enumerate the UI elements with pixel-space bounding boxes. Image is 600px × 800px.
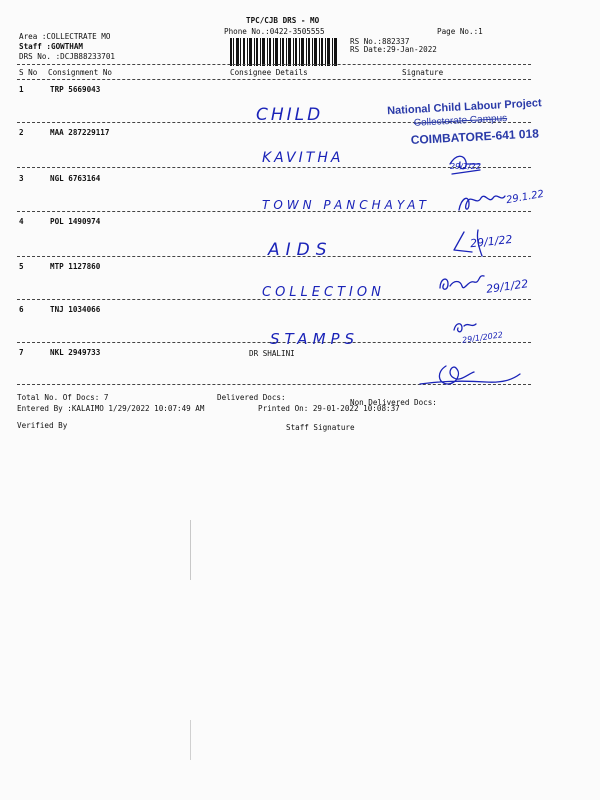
staff-label: Staff :GOWTHAM <box>19 42 84 51</box>
drs-number: DRS No. :DCJB88233701 <box>19 52 116 61</box>
row-consignment-no: POL 1490974 <box>50 217 101 226</box>
delivered-docs: Delivered Docs: <box>217 393 286 402</box>
handwritten-consignee: TOWN PANCHAYAT <box>262 198 430 212</box>
divider <box>17 64 531 65</box>
signature-scribble <box>450 318 490 338</box>
signature-scribble <box>448 228 488 260</box>
signature-date: 29.1.22 <box>505 188 545 207</box>
column-header-sno: S No <box>19 68 38 77</box>
phone-number: Phone No.:0422-3505555 <box>224 27 325 36</box>
document-title: TPC/CJB DRS - MO <box>246 16 320 25</box>
page-number: Page No.:1 <box>437 27 483 36</box>
column-header-consignee: Consignee Details <box>230 68 308 77</box>
row-sno: 6 <box>19 305 24 314</box>
divider <box>17 79 531 80</box>
rs-date: RS Date:29-Jan-2022 <box>350 45 437 54</box>
row-consignment-no: TRP 5669043 <box>50 85 101 94</box>
row-sno: 1 <box>19 85 24 94</box>
barcode <box>230 38 338 66</box>
signature-date: 29/1/22 <box>450 162 481 171</box>
stamp-line: Collectorate Campus <box>413 112 508 129</box>
row-consignment-no: MTP 1127860 <box>50 262 101 271</box>
printed-on: Printed On: 29-01-2022 10:08:37 <box>258 404 400 413</box>
row-consignment-no: TNJ 1034066 <box>50 305 101 314</box>
column-header-signature: Signature <box>402 68 444 77</box>
row-sno: 5 <box>19 262 24 271</box>
column-header-consignment: Consignment No <box>48 68 113 77</box>
handwritten-consignee: COLLECTION <box>262 285 385 300</box>
total-docs: Total No. Of Docs: 7 <box>17 393 109 402</box>
row-sno: 7 <box>19 348 24 357</box>
staff-signature: Staff Signature <box>286 423 355 432</box>
stamp-line: National Child Labour Project <box>386 97 542 118</box>
row-consignment-no: MAA 287229117 <box>50 128 110 137</box>
verified-by: Verified By <box>17 421 68 430</box>
row-consignment-no: NGL 6763164 <box>50 174 101 183</box>
row-consignee-print: DR SHALINI <box>249 349 295 358</box>
signature-date: 29/1/2022 <box>461 330 504 345</box>
rs-number: RS No.:882337 <box>350 37 410 46</box>
scan-artifact-line <box>190 520 191 580</box>
handwritten-consignee: STAMPS <box>270 330 360 348</box>
row-consignment-no: NKL 2949733 <box>50 348 101 357</box>
signature-scribble <box>416 360 526 390</box>
handwritten-consignee: KAVITHA <box>262 150 344 166</box>
non-delivered-docs: Non Delivered Docs: <box>350 398 437 407</box>
entered-by: Entered By :KALAIMO 1/29/2022 10:07:49 AM <box>17 404 205 413</box>
barcode-graphic <box>230 38 338 66</box>
row-sno: 4 <box>19 217 24 226</box>
office-stamp <box>387 95 589 153</box>
area-label: Area :COLLECTRATE MO <box>19 32 111 41</box>
handwritten-consignee: AIDS <box>268 240 333 260</box>
signature-date: 29/1/22 <box>469 232 513 251</box>
signature-scribble <box>446 150 506 180</box>
row-sno: 3 <box>19 174 24 183</box>
row-sno: 2 <box>19 128 24 137</box>
signature-scribble <box>434 270 494 300</box>
handwritten-consignee: CHILD <box>256 105 324 125</box>
signature-date: 29/1/22 <box>485 277 530 296</box>
scan-artifact-line <box>190 720 191 760</box>
stamp-line: COIMBATORE-641 018 <box>410 126 540 148</box>
signature-scribble <box>455 188 515 218</box>
